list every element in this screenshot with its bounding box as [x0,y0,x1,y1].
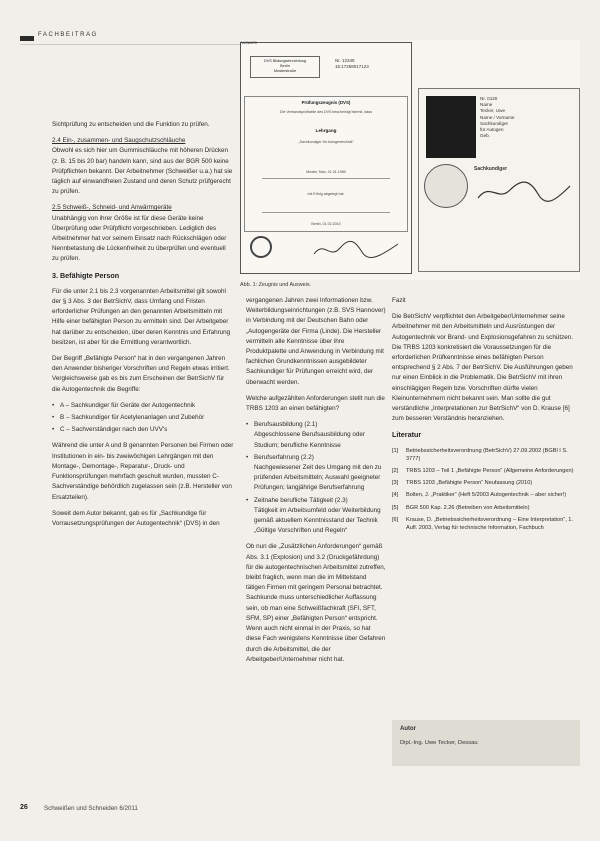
certificate-holder-line: Muster, Max, 01.01.1980 [306,170,346,174]
author-heading: Autor [400,726,416,732]
literature-item [392,491,580,499]
signature-icon [474,176,574,206]
paragraph: Obwohl es sich hier um Gummischläuche mit höheren Drücken (z. B. 15 bis 20 bar) handeln kann, sind aus der BGR 500 keine Prüfpflichten bekannt. Der Arbeitnehmer (Schweißer u.a.) hat sie täglich auf einwandfreien Zustand und deren Schutz prüfgerecht zu prüfen. [52,147,233,196]
dvs-logo-icon [250,236,272,258]
literature-item [392,479,580,487]
bullet-list [52,401,234,436]
certificate-title: Prüfungszeugnis (DVS) [301,100,351,105]
certificate-course-title: Lehrgang [315,128,337,133]
paragraph: vergangenen Jahren zwei Informationen bzw. Weiterbildungseinrichtungen (z.B. SVS Hannover) in Verbindung mit der Deutschen Bahn oder „Autogengeräte der Firma (Linde). Die Hersteller vermitteln alle Kenntnisse über ihre Produktpalette und Anwendung in Verbindung mit fachlichen Grundkenntnissen ausgebildeter Sachkundiger für Prüfungen erreicht wird, der überwacht werden. [246,297,386,386]
id-card-line: Name / Vorname [480,114,515,120]
header-bar [20,36,34,41]
section-label: FACHBEITRAG [38,32,98,38]
right-column [392,296,580,536]
id-card-line: Tecker, Uwe [480,108,506,114]
list-item [246,496,386,537]
list-item-title: Berufsausbildung (2.1) [254,421,318,429]
page-number: 26 [20,804,28,811]
certificate-course-name: „Sachkundiger für Autogentechnik“ [298,140,354,144]
list-item-text: Tätigkeit im Arbeitsumfeld oder Weiterbildung gemäß aktuellem Kenntnisstand der Technik „Gültige Vorschriften und Regeln“ [254,506,381,535]
literature-number: [5] [392,504,399,511]
figure-caption: Abb. 1: Zeugnis und Ausweis. [240,282,312,288]
middle-column [246,296,386,671]
certificate-rule [262,212,390,213]
paragraph: Die BetrSichV verpflichtet den Arbeitgeber/Unternehmer seine Arbeitnehmer mit den Arbeitsmitteln und Ausrüstungen der Autogentechnik vor Brand- und Explosionsgefahren zu schützen. Die TRBS 1203 konkretisiert die Voraussetzungen für die erforderlichen Prüfkenntnisse eines befähigten Person entsprechend § 2 Abs. 7 der BetrSichV. Die Ausführungen geben nur einen Einblick in die Problematik. Die BetrSichV mit ihren einschlägigen Regeln bzw. Vorschriften dürfte vielen Kleinunternehmern nicht bekannt sein. Man sollte die gut verständliche „Interpretationen zur BetrSichV“ von D. Krause [6] zum besseren Verständnis heranziehen. [392,313,573,423]
paragraph: Der Begriff „Befähigte Person“ hat in den vergangenen Jahren den Anwender bisheriger Vorschriften und Regeln etwas irritiert. Vergleichsweise gab es bis zum Erscheinen der BetrSichV für die Autogentechnik die Begriffe: [52,355,230,393]
literature-item [392,516,580,532]
literature-list [392,447,580,533]
certificate-rule [262,178,390,179]
certificate-number [335,58,369,70]
literature-number: [4] [392,492,399,499]
signature-icon [312,236,400,262]
certificate-address-line: Musterstraße [273,69,297,73]
paragraph: Während die unter A und B genannten Personen bei Firmen oder Institutionen in ein- bis zweiwöchigen Lehrgängen mit den Montage-, Demontage-, Reparatur-, Druck- und Funktionsprüfungen mehrfach geschult wurden, mussten C-Sachverständige behördlich zugelassen sein (z.B. Hersteller von Ersatzteilen). [52,442,234,501]
list-item: • B – Sachkundiger für Acetylenanlagen und Zubehör [52,413,234,423]
literature-text: Bolten, J. „Praktiker“ (Heft 5/2003 Autogentechnik – aber sicher!) [406,492,567,499]
literature-text: BGR 500 Kap. 2.26 (Betreiben von Arbeitsmitteln) [406,504,530,511]
id-photo [426,96,476,158]
certificate-tab-label: Ausweis [240,40,257,45]
literature-item [392,504,580,512]
seal-icon [424,164,468,208]
list-item-text: Nachgewiesener Zeit des Umgang mit den zu prüfenden Arbeitsmitteln; Auswahl geeigneter Prüfungen; langjährige Berufserfahrung [254,464,382,492]
certificate-number-line: 16:17258017123 [335,64,369,69]
literature-number: [3] [392,480,399,487]
literature-number: [2] [392,468,399,475]
list-item [246,420,386,451]
list-item-title: Berufserfahrung (2.2) [254,453,314,461]
literature-text: Betriebssicherheitsverordnung (BetrSichV) 27.09.2002 (BGBl I S. 3777) [406,447,568,462]
literature-number: [6] [392,516,399,523]
id-card-line: für Autogen [480,127,504,133]
left-column [52,120,234,535]
id-card-label: Sachkundiger [474,166,508,172]
list-item [246,453,386,494]
paragraph: Ob nun die „Zusätzlichen Anforderungen“ gemäß Abs. 3.1 (Explosion) und 3.2 (Druckgefährdung) für die autogentechnischen Arbeitsmittel zutreffen, bleibt fraglich, wenn man die im Mittelstand tätigen Firmen mit geringem Personal betrachtet. Sachkunde muss unterschiedlicher Auffassung sein, ob man eine Schweißfachkraft (SFI, SFT, SFM, SP) einer „Befähigten Person“ entspricht. Wenn auch nicht einmal in der Praxis, so hat diese Fach wenigstens Kenntnisse über Gefahren durch die Arbeitsmittel, die der Arbeitgeber/Unternehmer nicht hat. [246,543,386,663]
id-card-line: Name [480,102,493,108]
id-card-line: Nr. 0120 [480,96,498,101]
magazine-name: Schweißen und Schneiden 6/2011 [44,805,138,812]
certificate-number-line: Nr. 12345 [335,58,355,63]
section-heading: 3. Befähigte Person [52,270,120,280]
author-name: Dipl.-Ing. Uwe Tecker, Dessau [400,740,478,746]
id-card-line: Geb. [480,133,490,139]
literature-text: TRBS 1203 – Teil 1 „Befähigte Person“ (Allgemeine Anforderungen) [406,468,574,475]
literature-item [392,467,580,475]
certificate-address-line: DVS Bildungseinrichtung [263,59,306,63]
literature-item [392,447,580,463]
paragraph: Fazit [392,297,406,304]
certificate-issuer-line: Die Verbandsprüfstelle des DVS bescheinigt hiermit, dass [280,110,372,114]
list-item: • A – Sachkundiger für Geräte der Autogentechnik [52,401,234,411]
paragraph: Welche aufgezählten Anforderungen stellt nun die TRBS 1203 an einen befähigten? [246,394,385,413]
list-item-text: Abgeschlossene Berufsausbildung oder Studium; berufliche Kenntnisse [254,431,365,449]
certificate-place-date: Berlin, 01.02.2010 [311,222,341,226]
id-card-text [480,96,514,139]
certificate-address [250,56,320,78]
subheading: 2.5 Schweiß-, Schneid- und Anwärmgeräte [52,204,172,212]
paragraph: Unabhängig von ihrer Größe ist für diese Geräte keine Überprüfung oder Prüfpflicht vorgeschrieben. Lediglich des Arbeitnehmer hat vor seinem Einsatz nach Rückschlägen oder Nennbetastung die Lückenfreiheit zu überprüfen und eventuell zu prüfen. [52,214,227,263]
bullet-list [246,420,386,536]
list-item: • C – Sachverständiger nach den UVV's [52,425,234,435]
list-item-title: Zeitnahe berufliche Tätigkeit (2.3) [254,496,348,504]
literature-number: [1] [392,447,399,454]
paragraph: Soweit dem Autor bekannt, gab es für „Sachkundige für Vorrausetzungsprüfungen der Autogentechnik“ (DVS) in den [52,509,220,527]
literature-text: Krause, D. „Betriebssicherheitsverordnung – Eine Interpretation“, 1. Aufl. 2003, Verlag für technische Information, Fachbuch [406,516,573,532]
literature-heading: Literatur [392,430,422,440]
paragraph: Für die unter 2.1 bis 2.3 vorgenannten Arbeitsmittel gilt sowohl der § 3 Abs. 3 der BetrSichV, dass Umfang und Fristen erforderlicher Prüfungen an den genannten Arbeitsmitteln mit Hilfe einer befähigten Person zu ermitteln sind. Der Arbeitgeber hat darüber zu entscheiden, über deren Kenntnis und Erfahrung besitzen, ist aber für die Ermittlung verantwortlich. [52,287,231,346]
certificate-result-line: mit Erfolg abgelegt hat. [307,192,345,196]
certificate-address-line: Berlin [280,64,290,68]
subheading: 2.4 Ein-, zusammen- und Saugschutzschläuche [52,137,186,145]
id-card-line: Sachkundiger [480,120,509,126]
literature-text: TRBS 1203 „Befähigte Person“ Neufassung (2010) [406,480,533,487]
paragraph: Sichtprüfung zu entscheiden und die Funktion zu prüfen. [52,121,210,128]
